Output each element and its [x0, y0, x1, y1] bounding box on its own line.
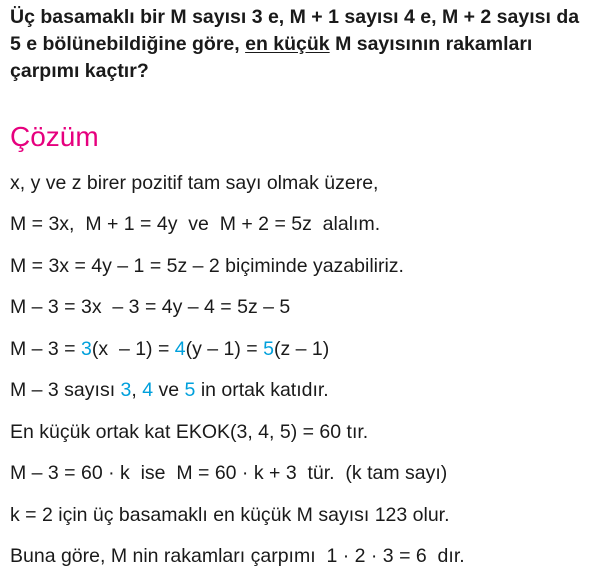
- line-6-text-a: M – 3 sayısı: [10, 379, 121, 401]
- question-part-1: Üç basamaklı bir M sayısı 3 e, M + 1 sayısı 4 e, M + 2 sayısı da 5 e bölünebildiğine göre,: [10, 6, 580, 55]
- line-5-text-d: (z – 1): [273, 338, 330, 360]
- line-5-text-c: (y – 1) =: [185, 338, 264, 360]
- highlight-number-4: 4: [174, 338, 186, 360]
- solution-line-5: [10, 336, 329, 362]
- solution-line-6: [10, 377, 329, 403]
- line-6-text-d: in ortak katıdır.: [195, 379, 329, 401]
- solution-line-2: M = 3x, M + 1 = 4y ve M + 2 = 5z alalım.: [10, 213, 381, 235]
- line-6-text-c: ve: [153, 379, 185, 401]
- highlight-number-5: 5: [184, 379, 196, 401]
- solution-line-7: En küçük ortak kat EKOK(3, 4, 5) = 60 tır.: [10, 421, 369, 443]
- line-5-text-b: (x – 1) =: [91, 338, 175, 360]
- line-5-text-a: M – 3 =: [10, 338, 81, 360]
- highlight-number-3: 3: [120, 379, 132, 401]
- solution-line-8: M – 3 = 60 · k ise M = 60 · k + 3 tür. (k tam sayı): [10, 462, 448, 484]
- solution-line-3: M = 3x = 4y – 1 = 5z – 2 biçiminde yazabiliriz.: [10, 255, 404, 277]
- question-part-2: M sayısının rakamları çarpımı kaçtır?: [10, 33, 533, 82]
- solution-line-9: k = 2 için üç basamaklı en küçük M sayısı 123 olur.: [10, 504, 450, 526]
- question-text: [10, 4, 595, 85]
- highlight-number-4: 4: [142, 379, 154, 401]
- highlight-number-5: 5: [263, 338, 274, 360]
- solution-heading: Çözüm: [10, 121, 99, 152]
- solution-line-10: Buna göre, M nin rakamları çarpımı 1 · 2 · 3 = 6 dır.: [10, 545, 465, 567]
- line-6-text-b: ,: [131, 379, 143, 401]
- highlight-number-3: 3: [81, 338, 92, 360]
- solution-line-4: M – 3 = 3x – 3 = 4y – 4 = 5z – 5: [10, 296, 291, 318]
- solution-line-1: x, y ve z birer pozitif tam sayı olmak üzere,: [10, 172, 379, 194]
- question-underlined: en küçük: [245, 33, 330, 55]
